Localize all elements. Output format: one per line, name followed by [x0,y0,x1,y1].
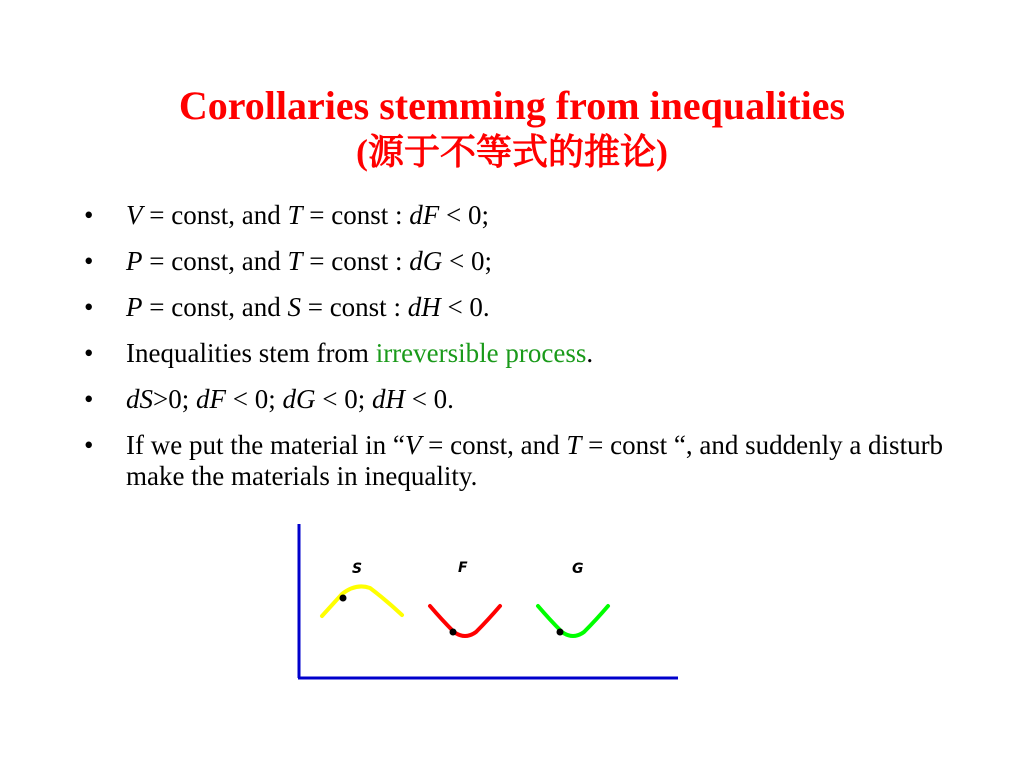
bullet-text: = const, and [421,430,567,460]
bullet-marker: • [84,246,94,276]
bullet-text: = const, and [142,292,288,322]
bullet-text: = const, and [142,246,288,276]
bullet-text: P [126,246,143,276]
curve-label-s: S [352,561,363,577]
bullet-list [84,200,944,507]
bullet-text: dF [195,384,226,414]
bullet-text: < 0; [225,384,283,414]
bullet-text: P [126,292,143,322]
bullet-text: dG [282,384,316,414]
bullet-item [84,200,944,231]
bullet-text: . [586,338,594,368]
bullet-text: T [287,246,303,276]
bullet-item [84,338,944,369]
curve-f [430,606,500,636]
bullet-item [84,246,944,277]
potential-curves-figure [290,520,690,685]
bullet-item [84,384,944,415]
title-line-2: (源于不等式的推论) [356,132,668,172]
bullet-text: dS [126,384,153,414]
bullet-text: dH [407,292,441,322]
curve-f-point [450,629,457,636]
bullet-text: < 0. [440,292,490,322]
bullet-text: = const : [302,246,410,276]
bullet-text: T [287,200,303,230]
bullet-text: = const : [302,200,410,230]
curve-label-f: F [458,560,468,576]
bullet-text: T [566,430,582,460]
bullet-marker: • [84,292,94,322]
bullet-marker: • [84,338,94,368]
bullet-text: If we put the material in “ [126,430,405,460]
bullet-item [84,430,944,492]
curve-s-point [340,595,347,602]
bullet-marker: • [84,430,94,460]
bullet-text: dF [409,200,440,230]
bullet-text: = const : [300,292,408,322]
bullet-text: < 0; [315,384,372,414]
bullet-text: < 0. [404,384,454,414]
curve-label-g: G [572,561,584,577]
bullet-text: < 0; [442,246,492,276]
curve-g-point [557,629,564,636]
bullet-text: dG [409,246,443,276]
bullet-text: S [287,292,301,322]
bullet-text: Inequalities stem from [126,338,376,368]
bullet-text: = const “, and suddenly a disturb make the materials in inequality. [126,430,944,491]
bullet-marker: • [84,384,94,414]
bullet-text: dH [371,384,405,414]
slide-title [0,82,1024,174]
bullet-item [84,292,944,323]
curve-s [322,586,402,616]
title-line-1: Corollaries stemming from inequalities [178,83,846,128]
bullet-text: = const, and [142,200,288,230]
bullet-text: < 0; [439,200,489,230]
bullet-text: >0; [153,384,196,414]
bullet-text: V [126,200,143,230]
bullet-text: V [404,430,422,460]
curve-g [538,606,608,636]
highlighted-text: irreversible process [375,338,587,368]
bullet-marker: • [84,200,94,230]
